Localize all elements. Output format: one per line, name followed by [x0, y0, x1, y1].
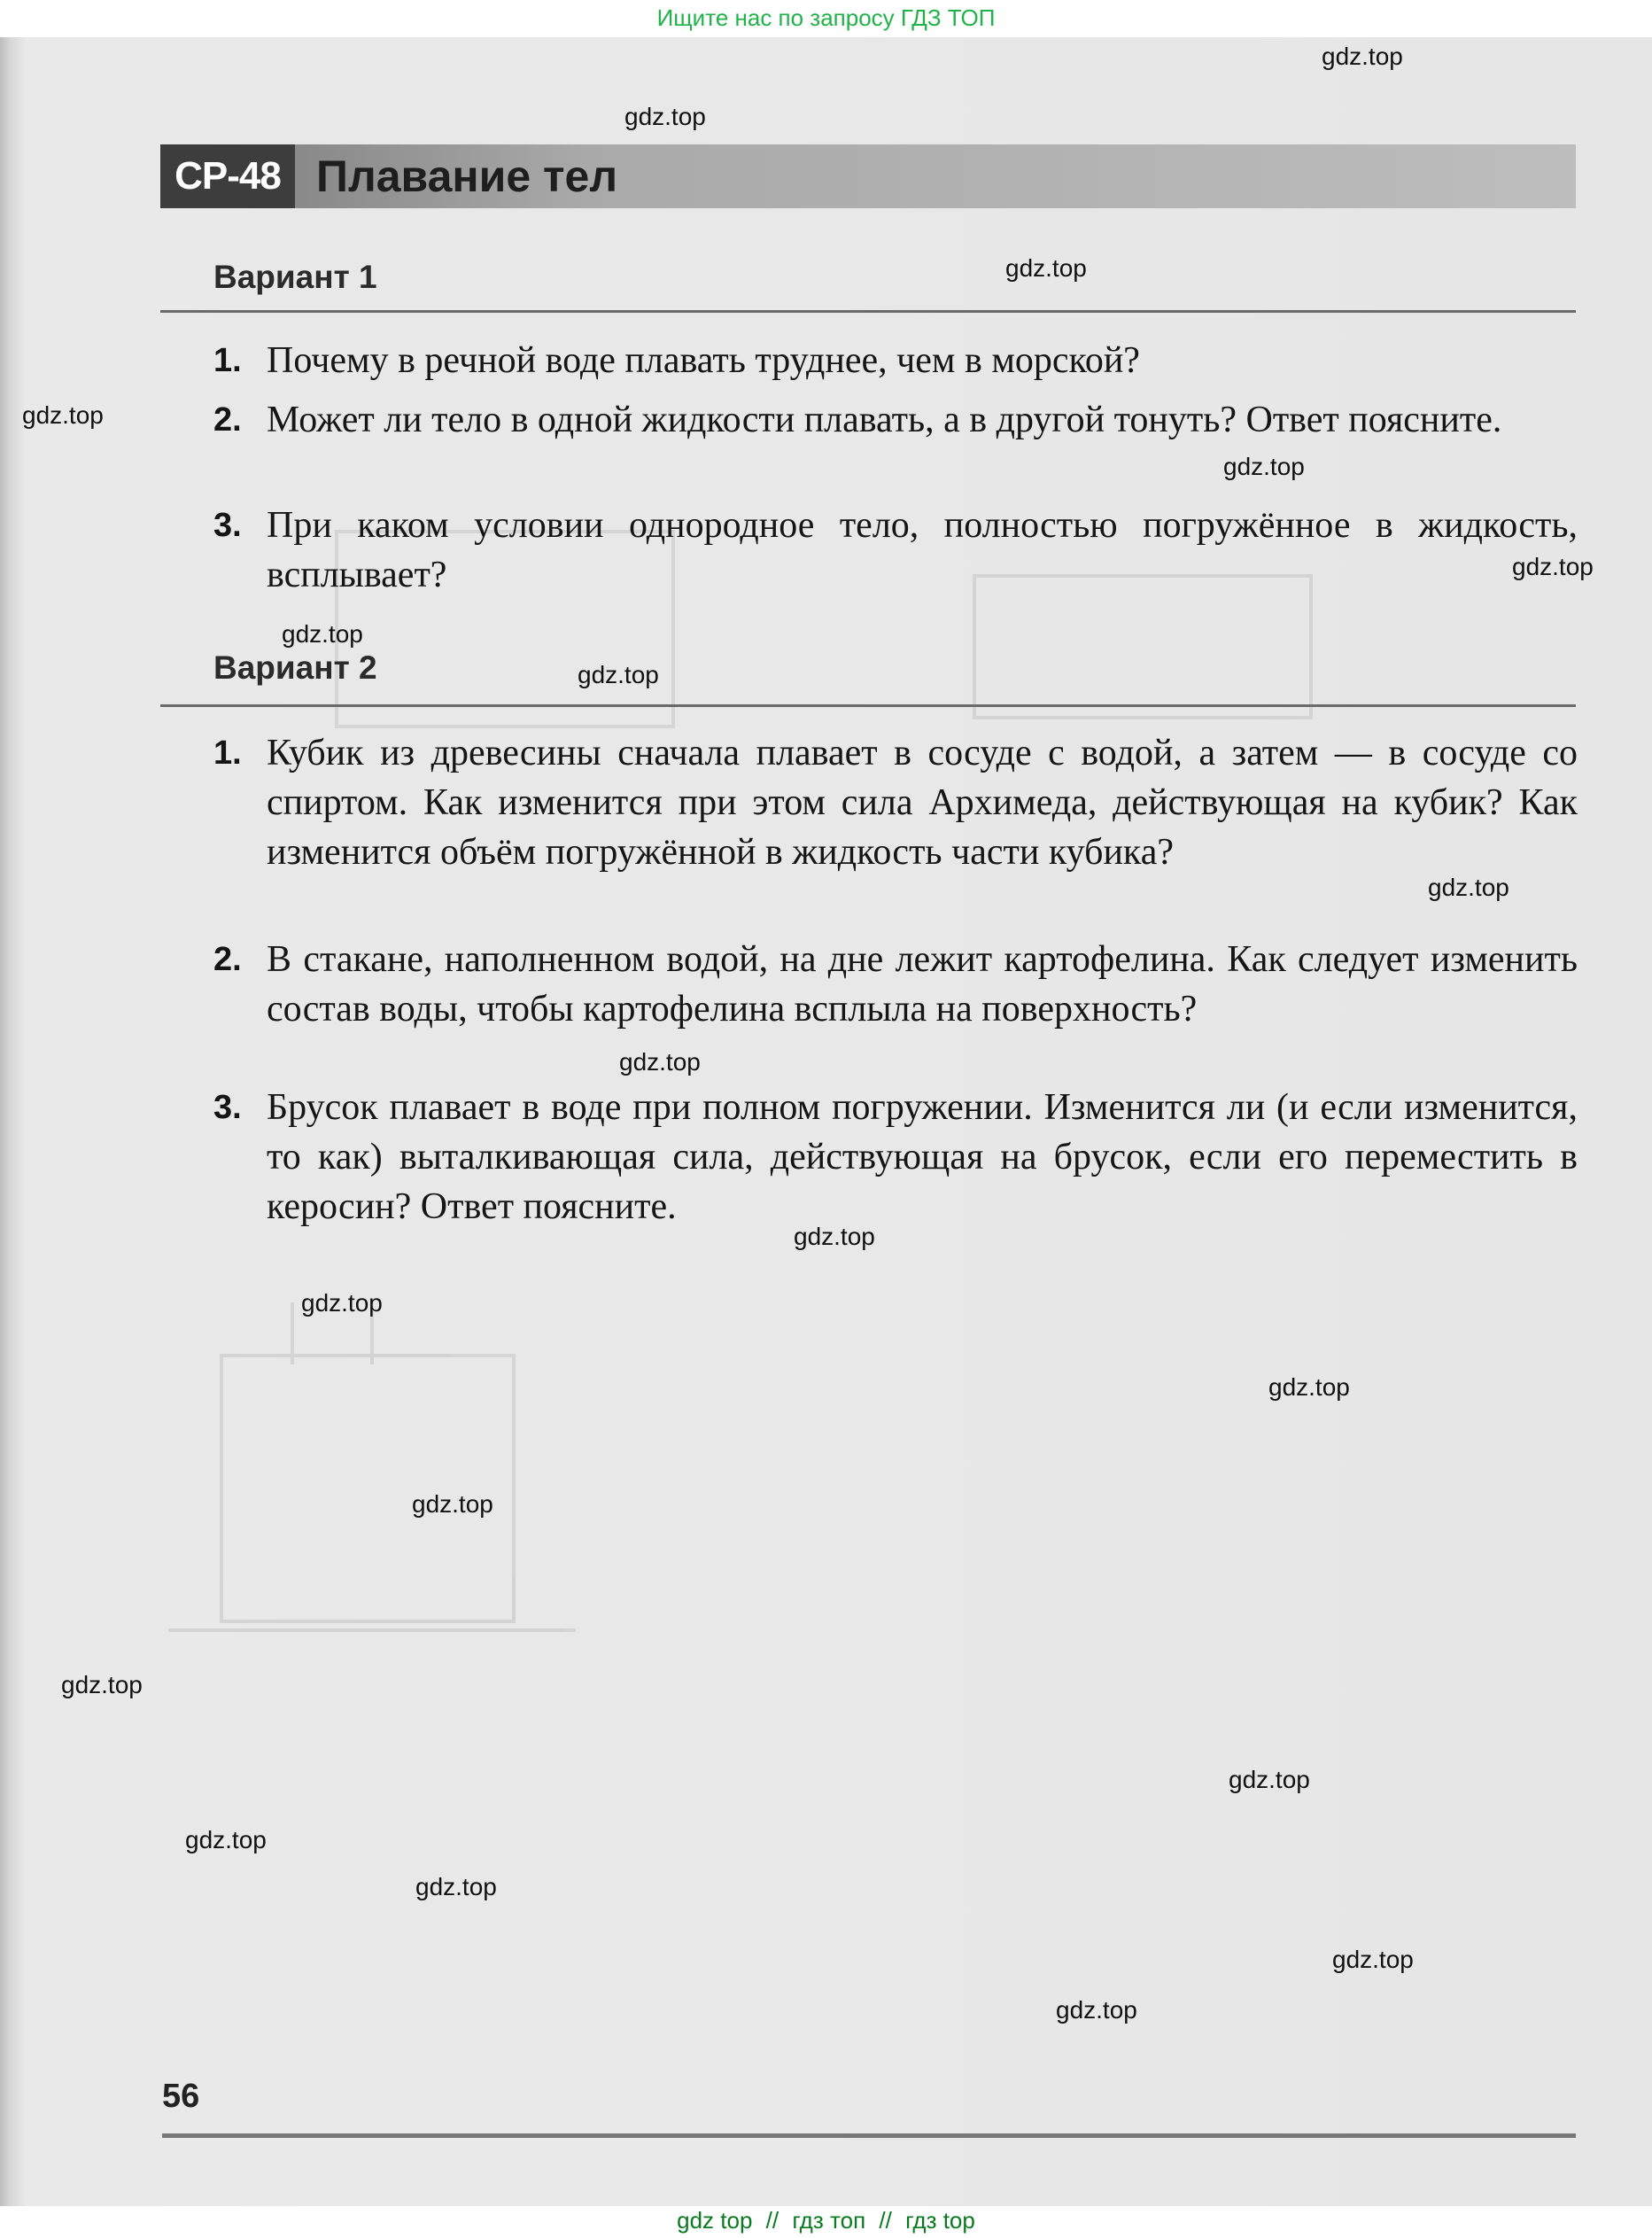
bottom-link-3[interactable]: гдз top: [905, 2207, 975, 2234]
watermark: gdz.top: [1512, 553, 1594, 580]
watermark: gdz.top: [1005, 254, 1087, 282]
variant-1-task-2: [213, 395, 1578, 445]
task-text: При каком условии однородное тело, полностью погружённое в жидкость, всплывает?: [267, 505, 1578, 595]
watermark: gdz.top: [1056, 1996, 1137, 2024]
watermark: gdz.top: [1229, 1766, 1310, 1793]
variant-1-task-3: [213, 501, 1578, 600]
task-number: 1.: [213, 734, 242, 772]
watermark: gdz.top: [301, 1289, 383, 1317]
watermark: gdz.top: [1223, 453, 1305, 480]
top-banner[interactable]: Ищите нас по запросу ГДЗ ТОП: [0, 0, 1652, 37]
watermark: gdz.top: [412, 1490, 493, 1518]
task-number: 2.: [213, 941, 242, 978]
task-text: Кубик из древесины сначала плавает в сосуде с водой, а затем — в сосуде со спиртом. Как изменится при этом сила Архимеда, действующая на кубик? Как изменится объём погружённой в жидкость части кубика?: [267, 733, 1578, 873]
watermark: gdz.top: [619, 1048, 701, 1076]
task-number: 3.: [213, 1089, 242, 1126]
watermark: gdz.top: [1332, 1946, 1414, 1973]
bottom-banner[interactable]: [0, 2206, 1652, 2238]
watermark: gdz.top: [1322, 43, 1403, 70]
section-title: Плавание тел: [316, 152, 618, 201]
watermark: gdz.top: [415, 1873, 497, 1900]
section-badge: СР-48: [160, 144, 295, 208]
variant-2-heading: Вариант 2: [213, 649, 377, 686]
watermark: gdz.top: [1268, 1373, 1350, 1401]
task-number: 2.: [213, 401, 242, 439]
watermark: gdz.top: [185, 1826, 267, 1853]
task-text: Может ли тело в одной жидкости плавать, а в другой тонуть? Ответ поясните.: [267, 400, 1502, 440]
separator: //: [765, 2207, 779, 2234]
watermark: gdz.top: [794, 1223, 875, 1250]
bottom-link-2[interactable]: гдз топ: [792, 2207, 866, 2234]
variant-2-task-1: [213, 728, 1578, 877]
watermark: gdz.top: [1428, 874, 1509, 901]
page-number: 56: [162, 2078, 200, 2115]
variant-1-heading: Вариант 1: [213, 259, 377, 295]
watermark: gdz.top: [578, 661, 659, 688]
variant-1-rule: [160, 310, 1576, 313]
variant-2-rule: [160, 704, 1576, 707]
task-text: В стакане, наполненном водой, на дне лежит картофелина. Как следует изменить состав воды, чтобы картофелина всплыла на поверхность?: [267, 939, 1578, 1030]
separator: //: [879, 2207, 892, 2234]
variant-2-task-3: [213, 1083, 1578, 1232]
variant-2-task-2: [213, 935, 1578, 1034]
watermark: gdz.top: [282, 620, 363, 648]
bottom-link-1[interactable]: gdz top: [677, 2207, 753, 2234]
variant-1-task-1: [213, 336, 1578, 385]
watermark: gdz.top: [61, 1671, 143, 1698]
task-text: Брусок плавает в воде при полном погружении. Изменится ли (и если изменится, то как) выталкивающая сила, действующая на брусок, если его переместить в керосин? Ответ поясните.: [267, 1087, 1578, 1227]
footer-rule: [162, 2133, 1576, 2138]
watermark: gdz.top: [22, 401, 104, 429]
task-text: Почему в речной воде плавать труднее, чем в морской?: [267, 340, 1140, 381]
task-number: 3.: [213, 507, 242, 544]
watermark: gdz.top: [624, 103, 706, 130]
task-number: 1.: [213, 342, 242, 379]
